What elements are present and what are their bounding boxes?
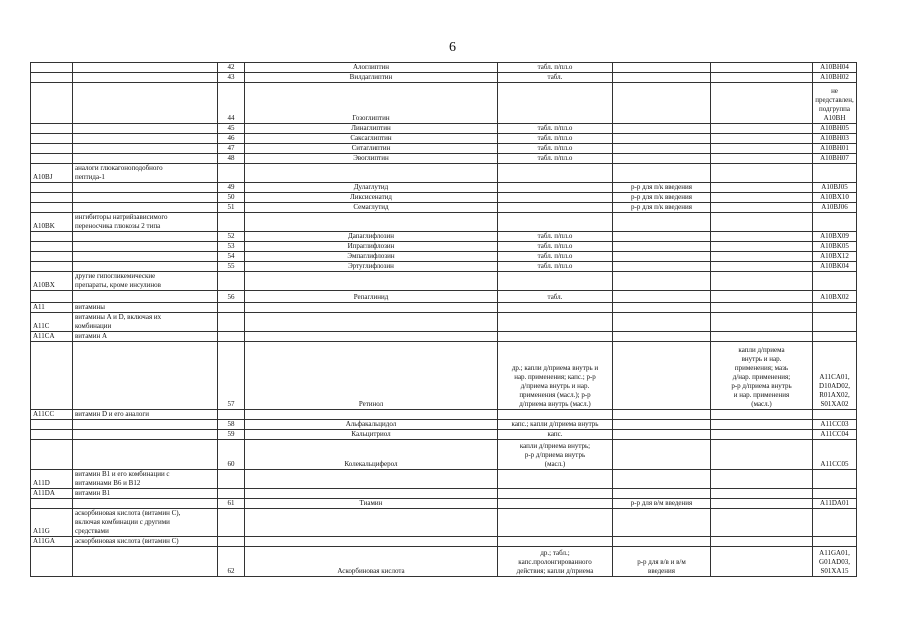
topical-form-cell (711, 303, 813, 313)
topical-form-cell (711, 489, 813, 499)
drug-table (30, 62, 857, 577)
topical-form-cell (711, 124, 813, 134)
atc-full-code-cell: A10BH05 (813, 124, 857, 134)
atc-full-code-cell (813, 213, 857, 232)
injection-form-cell (613, 489, 711, 499)
group-name-cell: ингибиторы натрийзависимого переносчика глюкозы 2 типа (73, 213, 218, 232)
group-name-cell (73, 63, 218, 73)
group-name-cell (73, 499, 218, 509)
atc-code-cell (31, 342, 73, 410)
drug-name-cell (245, 213, 498, 232)
injection-form-cell: р-р для п/к введения (613, 203, 711, 213)
dosage-form-cell (498, 509, 613, 537)
row-number-cell: 50 (218, 193, 245, 203)
injection-form-cell (613, 164, 711, 183)
group-name-cell: витамин A (73, 332, 218, 342)
drug-name-cell: Ретинол (245, 342, 498, 410)
drug-name-cell: Кальцитриол (245, 430, 498, 440)
drug-name-cell (245, 537, 498, 547)
drug-name-cell: Гозоглиптин (245, 83, 498, 124)
row-number-cell: 49 (218, 183, 245, 193)
group-name-cell (73, 420, 218, 430)
dosage-form-cell (498, 332, 613, 342)
table-row (31, 509, 857, 537)
group-name-cell (73, 83, 218, 124)
drug-name-cell (245, 303, 498, 313)
row-number-cell (218, 489, 245, 499)
topical-form-cell (711, 499, 813, 509)
topical-form-cell: капли д/приема внутрь и нар. применения; мазь д/нар. применения; р-р д/приема внутрь и нар. применения (масл.) (711, 342, 813, 410)
atc-full-code-cell: A10BX10 (813, 193, 857, 203)
atc-code-cell (31, 252, 73, 262)
table-row (31, 440, 857, 470)
topical-form-cell (711, 63, 813, 73)
injection-form-cell: р-р для п/к введения (613, 183, 711, 193)
group-name-cell: аскорбиновая кислота (витамин C) (73, 537, 218, 547)
atc-code-cell: A11CA (31, 332, 73, 342)
atc-full-code-cell (813, 164, 857, 183)
table-row (31, 291, 857, 303)
dosage-form-cell (498, 272, 613, 291)
table-row (31, 232, 857, 242)
atc-code-cell: A10BX (31, 272, 73, 291)
topical-form-cell (711, 410, 813, 420)
injection-form-cell (613, 73, 711, 83)
row-number-cell: 53 (218, 242, 245, 252)
atc-full-code-cell: A10BJ06 (813, 203, 857, 213)
table-row (31, 252, 857, 262)
atc-code-cell (31, 430, 73, 440)
topical-form-cell (711, 193, 813, 203)
group-name-cell: витамин B1 (73, 489, 218, 499)
dosage-form-cell: табл. п/пл.о (498, 242, 613, 252)
table-row (31, 193, 857, 203)
table-row (31, 342, 857, 410)
topical-form-cell (711, 537, 813, 547)
injection-form-cell (613, 242, 711, 252)
dosage-form-cell (498, 213, 613, 232)
atc-full-code-cell: A11CC05 (813, 440, 857, 470)
group-name-cell (73, 134, 218, 144)
drug-name-cell: Ситаглиптин (245, 144, 498, 154)
row-number-cell: 59 (218, 430, 245, 440)
group-name-cell: витамины (73, 303, 218, 313)
injection-form-cell (613, 83, 711, 124)
table-row (31, 262, 857, 272)
drug-name-cell: Альфакальцидол (245, 420, 498, 430)
table-row (31, 470, 857, 489)
dosage-form-cell: табл. п/пл.о (498, 144, 613, 154)
group-name-cell (73, 430, 218, 440)
drug-name-cell: Дапаглифлозин (245, 232, 498, 242)
injection-form-cell (613, 213, 711, 232)
table-row (31, 134, 857, 144)
atc-full-code-cell: A10BH04 (813, 63, 857, 73)
topical-form-cell (711, 242, 813, 252)
atc-full-code-cell (813, 303, 857, 313)
page-number: 6 (449, 40, 456, 55)
row-number-cell (218, 332, 245, 342)
atc-code-cell: A11DA (31, 489, 73, 499)
row-number-cell: 51 (218, 203, 245, 213)
atc-code-cell (31, 420, 73, 430)
topical-form-cell (711, 203, 813, 213)
drug-name-cell (245, 313, 498, 332)
row-number-cell (218, 509, 245, 537)
table-row (31, 547, 857, 577)
atc-full-code-cell (813, 537, 857, 547)
group-name-cell: витамин B1 и его комбинации с витаминами B6 и B12 (73, 470, 218, 489)
drug-name-cell (245, 509, 498, 537)
group-name-cell (73, 291, 218, 303)
row-number-cell (218, 470, 245, 489)
atc-code-cell (31, 440, 73, 470)
injection-form-cell (613, 124, 711, 134)
topical-form-cell (711, 262, 813, 272)
atc-full-code-cell: A11CC03 (813, 420, 857, 430)
topical-form-cell (711, 272, 813, 291)
atc-code-cell (31, 83, 73, 124)
atc-full-code-cell: не представлен, подгруппа A10BH (813, 83, 857, 124)
injection-form-cell (613, 134, 711, 144)
atc-code-cell: A11CC (31, 410, 73, 420)
row-number-cell (218, 164, 245, 183)
atc-full-code-cell (813, 489, 857, 499)
topical-form-cell (711, 509, 813, 537)
drug-name-cell: Саксаглиптин (245, 134, 498, 144)
atc-code-cell: A11GA (31, 537, 73, 547)
dosage-form-cell: др.; капли д/приема внутрь и нар. применения; капс.; р-р д/приема внутрь и нар. применения (масл.); р-р д/приема внутрь (масл.) (498, 342, 613, 410)
dosage-form-cell: табл. п/пл.о (498, 252, 613, 262)
atc-code-cell (31, 547, 73, 577)
table-row (31, 164, 857, 183)
atc-code-cell: A11G (31, 509, 73, 537)
topical-form-cell (711, 232, 813, 242)
dosage-form-cell: табл. п/пл.о (498, 63, 613, 73)
dosage-form-cell (498, 313, 613, 332)
row-number-cell: 47 (218, 144, 245, 154)
row-number-cell (218, 213, 245, 232)
atc-code-cell: A11 (31, 303, 73, 313)
table-row (31, 183, 857, 193)
topical-form-cell (711, 440, 813, 470)
table-row (31, 420, 857, 430)
drug-name-cell: Дулаглутид (245, 183, 498, 193)
row-number-cell: 60 (218, 440, 245, 470)
injection-form-cell (613, 332, 711, 342)
row-number-cell: 56 (218, 291, 245, 303)
table-row (31, 203, 857, 213)
table-row (31, 213, 857, 232)
group-name-cell (73, 203, 218, 213)
dosage-form-cell (498, 164, 613, 183)
row-number-cell: 46 (218, 134, 245, 144)
injection-form-cell (613, 63, 711, 73)
dosage-form-cell: табл. п/пл.о (498, 232, 613, 242)
dosage-form-cell: табл. п/пл.о (498, 124, 613, 134)
atc-code-cell: A10BK (31, 213, 73, 232)
row-number-cell (218, 272, 245, 291)
drug-name-cell (245, 164, 498, 183)
drug-name-cell (245, 489, 498, 499)
atc-code-cell (31, 134, 73, 144)
drug-name-cell: Линаглиптин (245, 124, 498, 134)
injection-form-cell (613, 470, 711, 489)
atc-code-cell (31, 232, 73, 242)
table-row (31, 332, 857, 342)
injection-form-cell (613, 272, 711, 291)
group-name-cell: витамин D и его аналоги (73, 410, 218, 420)
dosage-form-cell (498, 83, 613, 124)
drug-name-cell: Ипраглифлозин (245, 242, 498, 252)
atc-full-code-cell: A10BH01 (813, 144, 857, 154)
drug-name-cell: Эмпаглифлозин (245, 252, 498, 262)
row-number-cell: 52 (218, 232, 245, 242)
atc-full-code-cell: A10BX12 (813, 252, 857, 262)
row-number-cell: 54 (218, 252, 245, 262)
group-name-cell (73, 124, 218, 134)
table-row (31, 313, 857, 332)
dosage-form-cell (498, 470, 613, 489)
group-name-cell: аналоги глюкагоноподобного пептида-1 (73, 164, 218, 183)
topical-form-cell (711, 164, 813, 183)
table-row (31, 73, 857, 83)
injection-form-cell (613, 313, 711, 332)
row-number-cell (218, 410, 245, 420)
dosage-form-cell (498, 499, 613, 509)
row-number-cell: 58 (218, 420, 245, 430)
injection-form-cell (613, 291, 711, 303)
row-number-cell: 61 (218, 499, 245, 509)
topical-form-cell (711, 313, 813, 332)
injection-form-cell (613, 342, 711, 410)
atc-full-code-cell: A10BH07 (813, 154, 857, 164)
atc-full-code-cell: A10BJ05 (813, 183, 857, 193)
group-name-cell (73, 193, 218, 203)
atc-full-code-cell: A10BK05 (813, 242, 857, 252)
dosage-form-cell (498, 410, 613, 420)
table-row (31, 83, 857, 124)
drug-name-cell: Колекальциферол (245, 440, 498, 470)
atc-full-code-cell (813, 313, 857, 332)
topical-form-cell (711, 252, 813, 262)
drug-name-cell (245, 470, 498, 489)
drug-name-cell: Вилдаглиптин (245, 73, 498, 83)
topical-form-cell (711, 134, 813, 144)
dosage-form-cell: табл. п/пл.о (498, 262, 613, 272)
row-number-cell: 48 (218, 154, 245, 164)
dosage-form-cell: табл. п/пл.о (498, 154, 613, 164)
injection-form-cell (613, 430, 711, 440)
group-name-cell: аскорбиновая кислота (витамин C), включая комбинации с другими средствами (73, 509, 218, 537)
injection-form-cell (613, 144, 711, 154)
atc-full-code-cell: A10BH03 (813, 134, 857, 144)
atc-code-cell (31, 242, 73, 252)
group-name-cell (73, 440, 218, 470)
group-name-cell (73, 252, 218, 262)
dosage-form-cell: табл. (498, 73, 613, 83)
dosage-form-cell (498, 193, 613, 203)
drug-name-cell: Аскорбиновая кислота (245, 547, 498, 577)
dosage-form-cell: капс. (498, 430, 613, 440)
atc-code-cell (31, 291, 73, 303)
atc-code-cell (31, 193, 73, 203)
atc-full-code-cell: A10BK04 (813, 262, 857, 272)
dosage-form-cell: капли д/приема внутрь; р-р д/приема внутрь (масл.) (498, 440, 613, 470)
injection-form-cell (613, 252, 711, 262)
group-name-cell: витамины A и D, включая их комбинации (73, 313, 218, 332)
row-number-cell: 42 (218, 63, 245, 73)
injection-form-cell: р-р для в/в и в/м введения (613, 547, 711, 577)
row-number-cell: 62 (218, 547, 245, 577)
injection-form-cell (613, 410, 711, 420)
injection-form-cell: р-р для в/м введения (613, 499, 711, 509)
group-name-cell (73, 262, 218, 272)
topical-form-cell (711, 332, 813, 342)
atc-code-cell (31, 499, 73, 509)
table-row (31, 242, 857, 252)
topical-form-cell (711, 420, 813, 430)
drug-name-cell: Репаглинид (245, 291, 498, 303)
atc-full-code-cell (813, 272, 857, 291)
table-row (31, 154, 857, 164)
table-row (31, 430, 857, 440)
topical-form-cell (711, 183, 813, 193)
table-row (31, 499, 857, 509)
drug-name-cell: Эвоглиптин (245, 154, 498, 164)
group-name-cell (73, 73, 218, 83)
atc-full-code-cell: A11CC04 (813, 430, 857, 440)
table-row (31, 537, 857, 547)
row-number-cell: 55 (218, 262, 245, 272)
injection-form-cell (613, 262, 711, 272)
drug-name-cell: Алоглиптин (245, 63, 498, 73)
dosage-form-cell (498, 183, 613, 193)
dosage-form-cell: табл. (498, 291, 613, 303)
topical-form-cell (711, 470, 813, 489)
dosage-form-cell: капс.; капли д/приема внутрь (498, 420, 613, 430)
dosage-form-cell: табл. п/пл.о (498, 134, 613, 144)
drug-name-cell (245, 332, 498, 342)
atc-full-code-cell (813, 470, 857, 489)
topical-form-cell (711, 291, 813, 303)
group-name-cell (73, 144, 218, 154)
atc-full-code-cell (813, 509, 857, 537)
row-number-cell: 45 (218, 124, 245, 134)
table-row (31, 410, 857, 420)
atc-code-cell (31, 73, 73, 83)
group-name-cell (73, 547, 218, 577)
dosage-form-cell (498, 537, 613, 547)
group-name-cell (73, 342, 218, 410)
atc-code-cell (31, 203, 73, 213)
group-name-cell (73, 183, 218, 193)
atc-full-code-cell (813, 410, 857, 420)
atc-code-cell: A10BJ (31, 164, 73, 183)
drug-name-cell: Ликсисенатид (245, 193, 498, 203)
table-row (31, 489, 857, 499)
topical-form-cell (711, 430, 813, 440)
topical-form-cell (711, 144, 813, 154)
atc-code-cell: A11D (31, 470, 73, 489)
table-row (31, 144, 857, 154)
row-number-cell: 57 (218, 342, 245, 410)
atc-full-code-cell: A10BX09 (813, 232, 857, 242)
atc-code-cell (31, 63, 73, 73)
row-number-cell: 44 (218, 83, 245, 124)
table-row (31, 272, 857, 291)
injection-form-cell (613, 154, 711, 164)
row-number-cell (218, 313, 245, 332)
topical-form-cell (711, 83, 813, 124)
injection-form-cell (613, 537, 711, 547)
injection-form-cell: р-р для п/к введения (613, 193, 711, 203)
injection-form-cell (613, 232, 711, 242)
injection-form-cell (613, 420, 711, 430)
drug-name-cell (245, 272, 498, 291)
topical-form-cell (711, 154, 813, 164)
table-row (31, 303, 857, 313)
group-name-cell (73, 154, 218, 164)
row-number-cell (218, 303, 245, 313)
table-row (31, 124, 857, 134)
atc-code-cell: A11C (31, 313, 73, 332)
atc-full-code-cell: A11CA01, D10AD02, R01AX02, S01XA02 (813, 342, 857, 410)
injection-form-cell (613, 303, 711, 313)
drug-name-cell: Семаглутид (245, 203, 498, 213)
atc-full-code-cell: A10BH02 (813, 73, 857, 83)
drug-name-cell: Эртуглифлозин (245, 262, 498, 272)
group-name-cell (73, 232, 218, 242)
atc-full-code-cell: A11DA01 (813, 499, 857, 509)
topical-form-cell (711, 547, 813, 577)
drug-name-cell (245, 410, 498, 420)
atc-code-cell (31, 154, 73, 164)
injection-form-cell (613, 440, 711, 470)
dosage-form-cell (498, 203, 613, 213)
injection-form-cell (613, 509, 711, 537)
table-row (31, 63, 857, 73)
atc-code-cell (31, 183, 73, 193)
group-name-cell: другие гипогликемические препараты, кроме инсулинов (73, 272, 218, 291)
drug-name-cell: Тиамин (245, 499, 498, 509)
atc-code-cell (31, 262, 73, 272)
dosage-form-cell (498, 489, 613, 499)
row-number-cell: 43 (218, 73, 245, 83)
topical-form-cell (711, 73, 813, 83)
topical-form-cell (711, 213, 813, 232)
atc-full-code-cell: A10BX02 (813, 291, 857, 303)
atc-code-cell (31, 124, 73, 134)
atc-code-cell (31, 144, 73, 154)
row-number-cell (218, 537, 245, 547)
dosage-form-cell: др.; табл.; капс.пролонгированного действия; капли д/приема (498, 547, 613, 577)
dosage-form-cell (498, 303, 613, 313)
group-name-cell (73, 242, 218, 252)
atc-full-code-cell: A11GA01, G01AD03, S01XA15 (813, 547, 857, 577)
atc-full-code-cell (813, 332, 857, 342)
